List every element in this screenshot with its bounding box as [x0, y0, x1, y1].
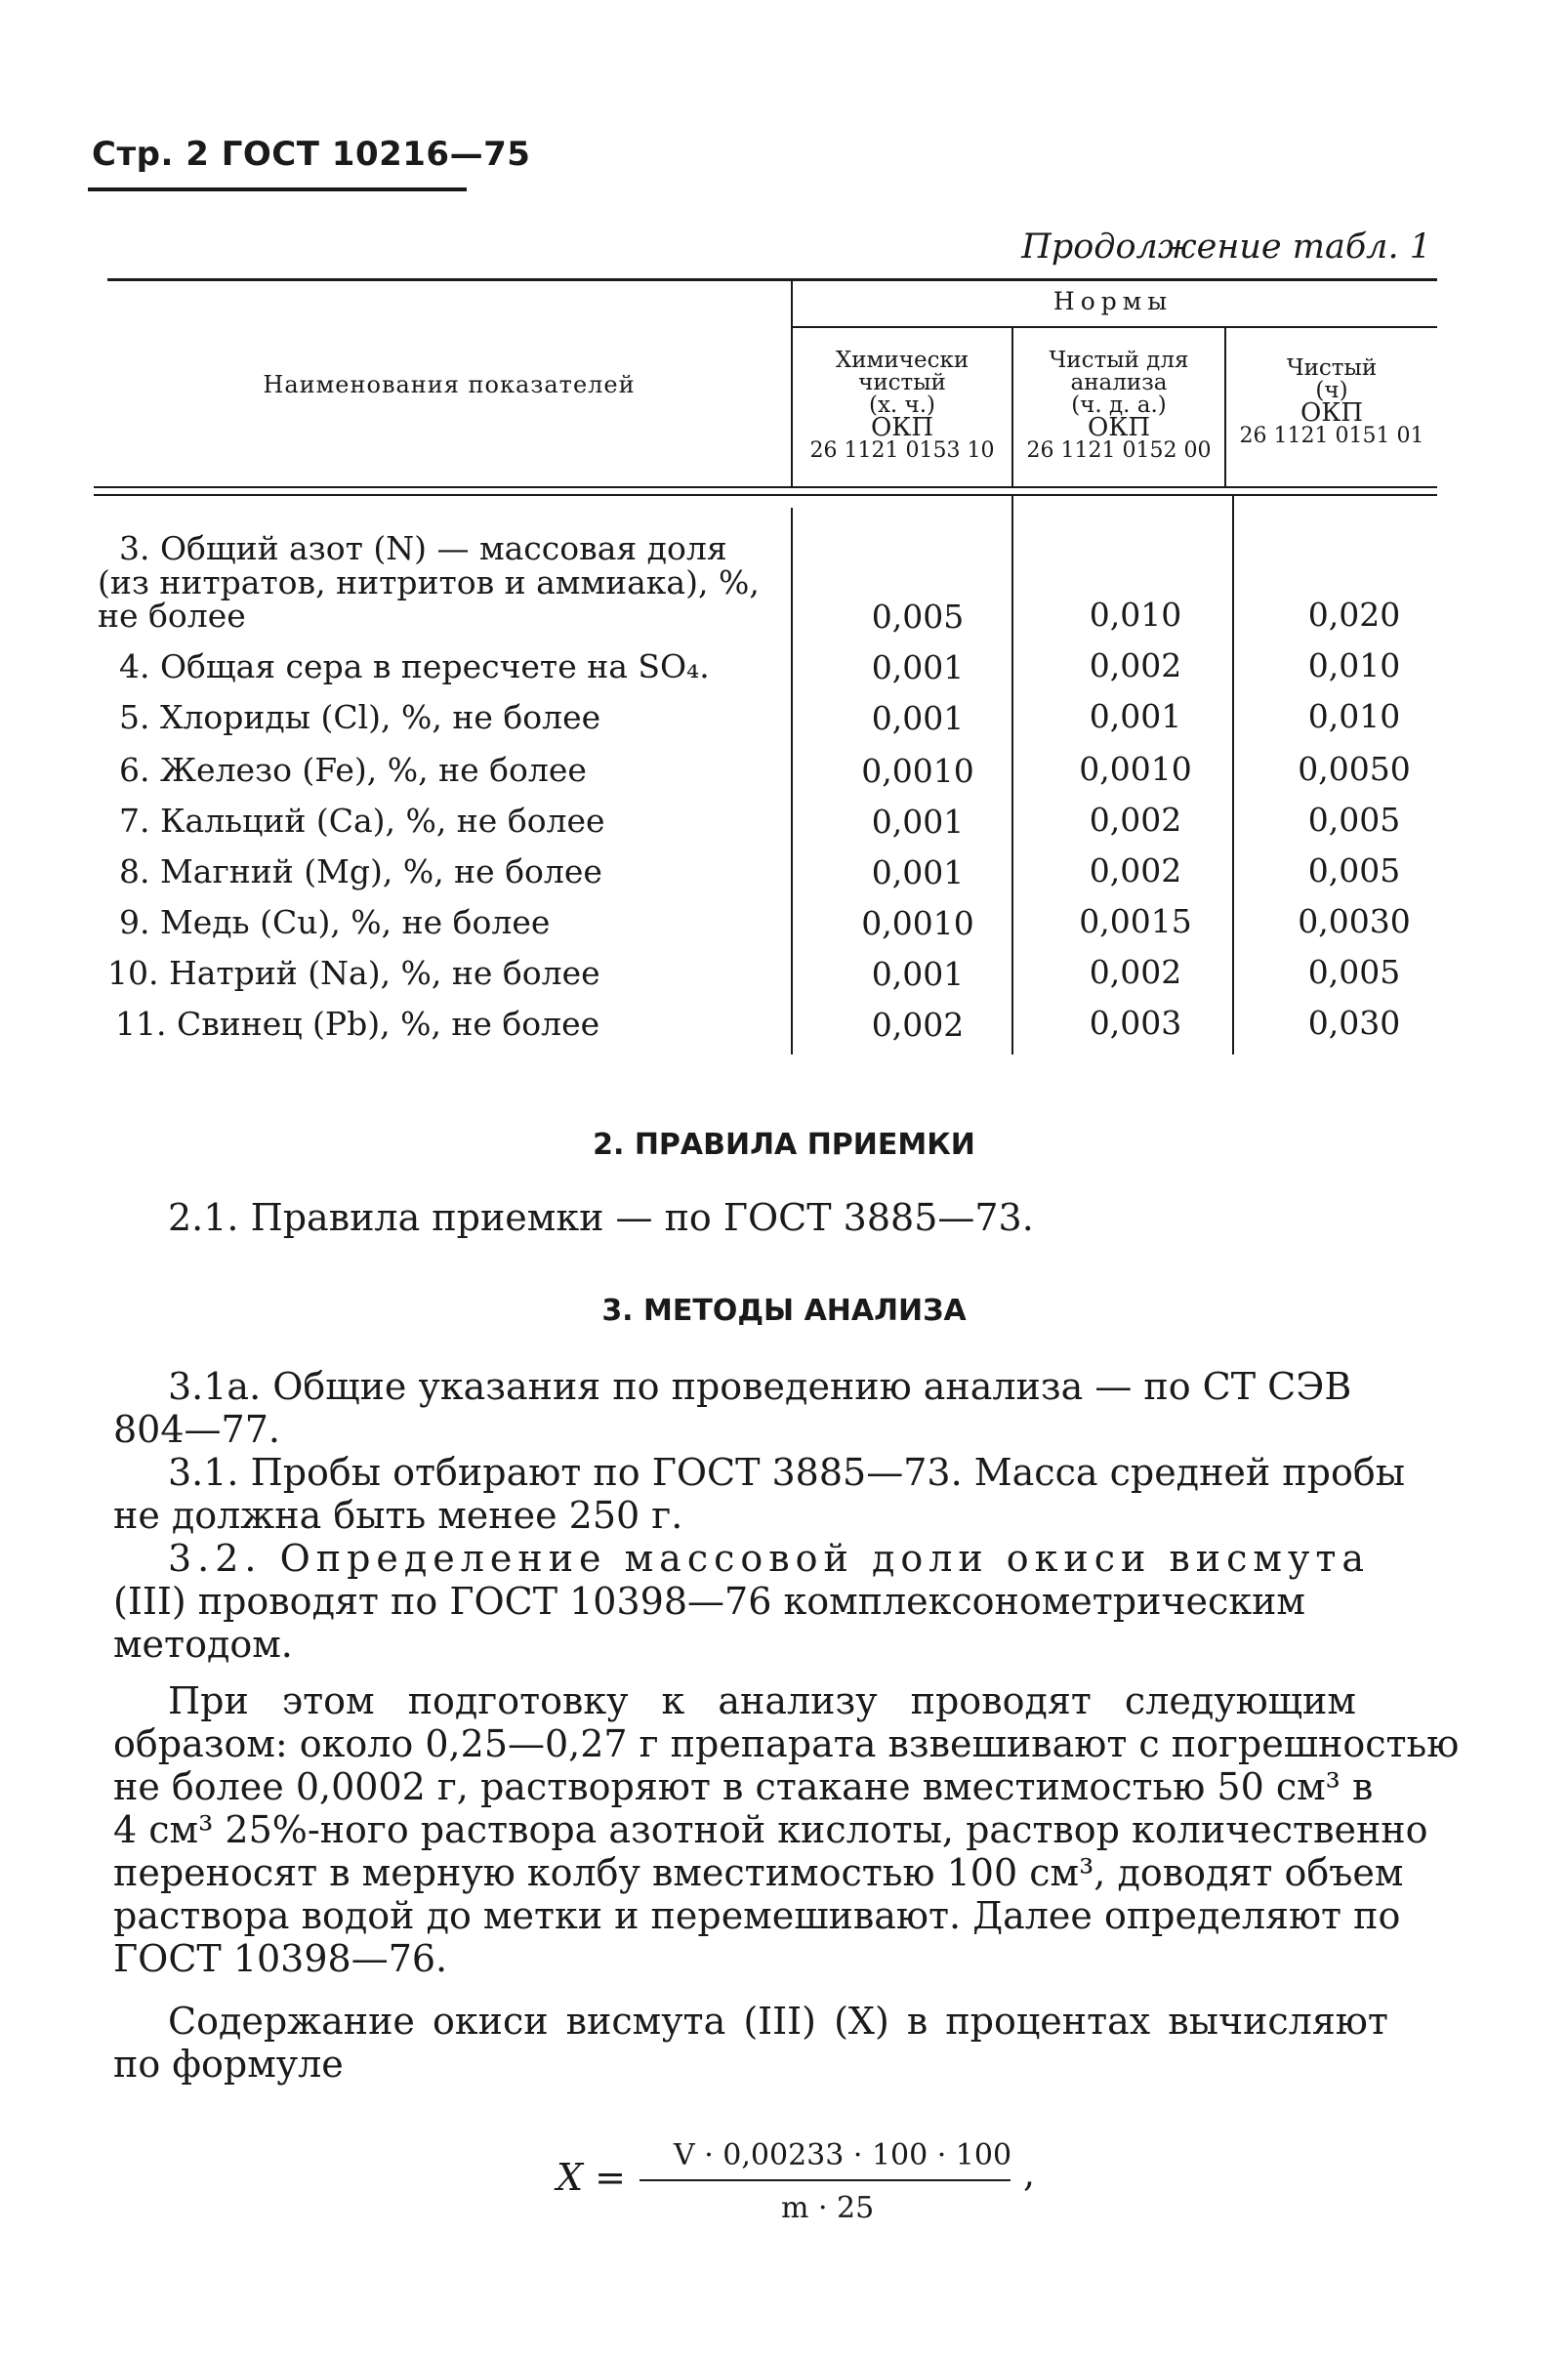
table-row-label-cont: не более — [98, 597, 246, 635]
norms-underline — [793, 326, 1437, 328]
body-divider-2 — [1011, 496, 1013, 1054]
body-divider-3 — [1232, 496, 1234, 1054]
formula-numerator: V · 0,00233 · 100 · 100 — [674, 2138, 1012, 2172]
table-row-label: 11. Свинец (Pb), %, не более — [115, 1005, 600, 1043]
column-header-norms: Нормы — [1052, 287, 1174, 315]
formula-fraction-bar — [640, 2179, 1011, 2181]
column-okp: ОКП — [1087, 413, 1151, 442]
column-header-indicators: Наименования показателей — [263, 371, 636, 398]
paragraph-line: 3.2. Определение массовой доли окиси висмута — [168, 1537, 1371, 1580]
section-title-methods: 3. МЕТОДЫ АНАЛИЗА — [601, 1294, 967, 1328]
column-abbr: (х. ч.) — [868, 393, 936, 418]
table-row-label-cont: (из нитратов, нитритов и аммиака), %, — [98, 563, 760, 601]
table-cell: 0,0010 — [861, 752, 974, 790]
table-cell: 0,003 — [1089, 1004, 1182, 1042]
column-okp: ОКП — [1300, 398, 1364, 428]
table-cell: 0,002 — [1089, 851, 1182, 889]
table-cell: 0,0050 — [1298, 750, 1411, 788]
table-cell: 0,020 — [1307, 596, 1401, 634]
table-cell: 0,002 — [1089, 801, 1182, 839]
paragraph-line: 3.1а. Общие указания по проведению анализа — по СТ СЭВ — [168, 1365, 1352, 1408]
paragraph-line: не более 0,0002 г, растворяют в стакане вместимостью 50 см³ в — [113, 1765, 1374, 1808]
table-cell: 0,001 — [871, 853, 965, 891]
table-cell: 0,005 — [1307, 851, 1401, 889]
paragraph-line: не должна быть менее 250 г. — [113, 1494, 683, 1537]
table-row-label: 7. Кальций (Ca), %, не более — [119, 802, 605, 840]
table-cell: 0,0010 — [861, 904, 974, 942]
table-cell: 0,001 — [871, 955, 965, 993]
table-cell: 0,001 — [871, 648, 965, 686]
column-abbr: (ч. д. а.) — [1071, 393, 1167, 418]
table-cell: 0,0030 — [1298, 902, 1411, 940]
formula-trailing-comma: , — [1023, 2152, 1036, 2195]
header-rule — [88, 187, 467, 191]
table-row-label: 4. Общая сера в пересчете на SO₄. — [119, 647, 710, 685]
table-row-label: 10. Натрий (Na), %, не более — [107, 954, 600, 992]
paragraph-line: При этом подготовку к анализу проводят следующим — [168, 1679, 1356, 1722]
paragraph-line: 3.1. Пробы отбирают по ГОСТ 3885—73. Масса средней пробы — [168, 1451, 1405, 1494]
body-divider-1 — [791, 508, 793, 1054]
table-cell: 0,001 — [1089, 697, 1182, 735]
table-cell: 0,001 — [871, 803, 965, 841]
table-cell: 0,005 — [871, 598, 965, 636]
table-cell: 0,010 — [1307, 697, 1401, 735]
table-cell: 0,002 — [871, 1006, 965, 1044]
column-okp-code: 26 1121 0152 00 — [1026, 438, 1212, 463]
header-bottom-rule-2 — [94, 494, 1437, 496]
table-cell: 0,010 — [1307, 646, 1401, 684]
table-cell: 0,005 — [1307, 801, 1401, 839]
paragraph-line: переносят в мерную колбу вместимостью 100 см³, доводят объем — [113, 1851, 1404, 1894]
table-row-label: 6. Железо (Fe), %, не более — [119, 751, 587, 789]
column-name: Чистый для анализа — [1049, 348, 1189, 395]
table-caption: Продолжение табл. 1 — [1021, 227, 1431, 267]
section-title-acceptance: 2. ПРАВИЛА ПРИЕМКИ — [593, 1128, 975, 1162]
paragraph-line: методом. — [113, 1623, 293, 1666]
table-top-rule — [107, 278, 1437, 281]
column-abbr: (ч) — [1315, 378, 1348, 403]
column-header-pure — [1226, 357, 1437, 447]
table-row-label: 8. Магний (Mg), %, не более — [119, 852, 602, 890]
table-cell: 0,0015 — [1079, 902, 1192, 940]
formula-denominator: m · 25 — [781, 2191, 875, 2225]
column-name: Химически чистый — [835, 348, 970, 395]
paragraph-line: раствора водой до метки и перемешивают. Далее определяют по — [113, 1894, 1401, 1937]
table-cell: 0,005 — [1307, 953, 1401, 991]
paragraph-line: 804—77. — [113, 1408, 280, 1451]
column-okp-code: 26 1121 0153 10 — [809, 438, 995, 463]
paragraph-line: ГОСТ 10398—76. — [113, 1937, 448, 1980]
table-cell: 0,010 — [1089, 596, 1182, 634]
paragraph-line: Содержание окиси висмута (III) (X) в процентах вычисляют — [168, 2000, 1388, 2043]
table-cell: 0,0010 — [1079, 750, 1192, 788]
paragraph-line: 4 см³ 25%-ного раствора азотной кислоты, раствор количественно — [113, 1808, 1428, 1851]
table-row-label: 9. Медь (Cu), %, не более — [119, 903, 551, 941]
header-bottom-rule-1 — [94, 486, 1437, 488]
table-cell: 0,002 — [1089, 953, 1182, 991]
table-row-label: 3. Общий азот (N) — массовая доля — [119, 529, 727, 567]
paragraph-line: образом: около 0,25—0,27 г препарата взвешивают с погрешностью — [113, 1722, 1460, 1765]
table-cell: 0,002 — [1089, 646, 1182, 684]
column-okp-code: 26 1121 0151 01 — [1239, 424, 1424, 448]
column-header-chemically-pure — [793, 350, 1011, 462]
running-header: Стр. 2 ГОСТ 10216—75 — [92, 135, 531, 174]
column-okp: ОКП — [870, 413, 934, 442]
column-name: Чистый — [1286, 355, 1378, 381]
table-cell: 0,001 — [871, 699, 965, 737]
paragraph-line: (III) проводят по ГОСТ 10398—76 комплексонометрическим — [113, 1580, 1305, 1623]
paragraph: 2.1. Правила приемки — по ГОСТ 3885—73. — [168, 1196, 1034, 1239]
table-cell: 0,030 — [1307, 1004, 1401, 1042]
formula-lhs: X = — [557, 2156, 626, 2199]
column-header-analytical — [1013, 350, 1224, 462]
table-row-label: 5. Хлориды (Cl), %, не более — [119, 698, 601, 736]
paragraph-line: по формуле — [113, 2043, 344, 2086]
